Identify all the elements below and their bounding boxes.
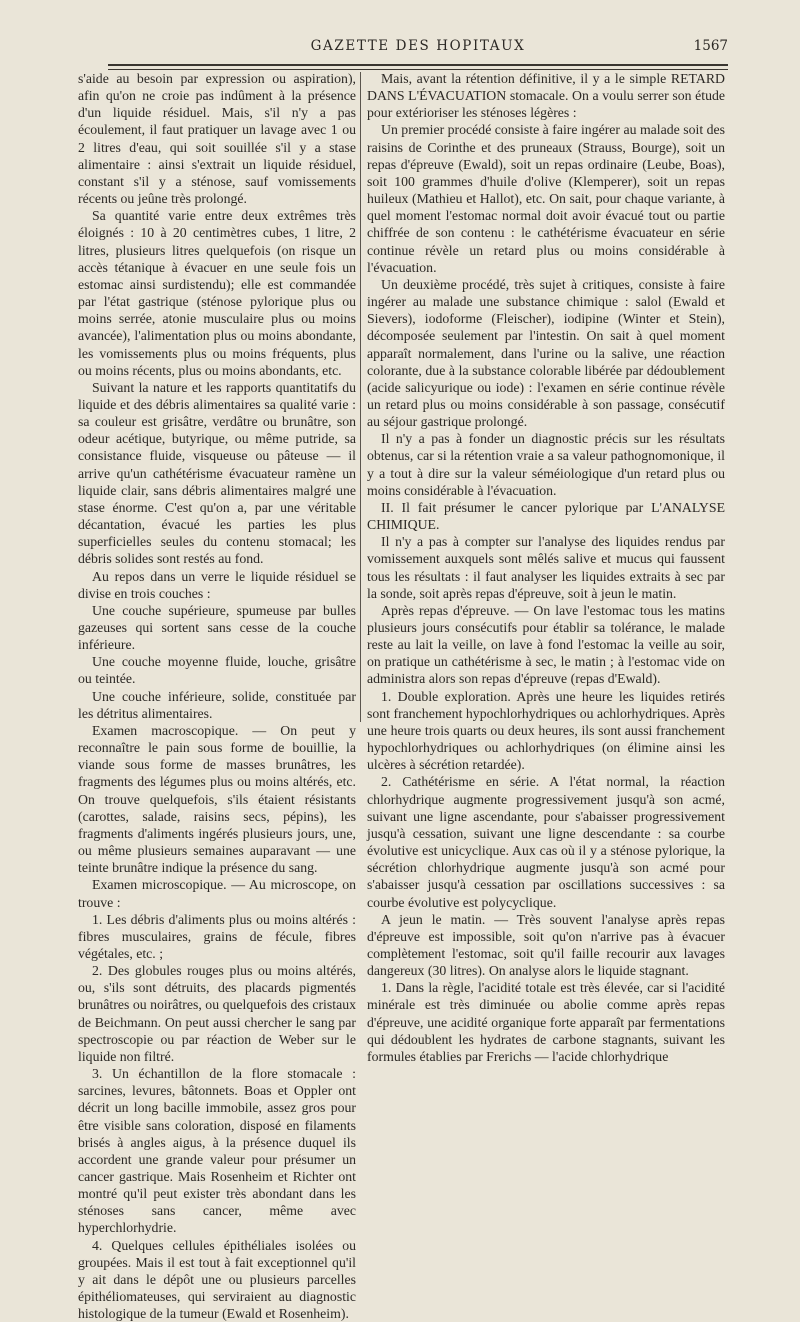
- paragraph: 1. Les débris d'aliments plus ou moins altérés : fibres musculaires, grains de fécule, fibres végétales, etc. ;: [78, 911, 356, 961]
- paragraph: Suivant la nature et les rapports quantitatifs du liquide et des débris alimentaires sa qualité varie : sa couleur est grisâtre, verdâtre ou brunâtre, son odeur acétique, butyrique, ou même putride, sa consistance fluide, visqueuse ou pâteuse — il arrive qu'un cathétérisme évacuateur ramène un liquide clair, sans débris alimentaires malgré une stase énorme. C'est qu'on a, par une véritable décantation, évacué les parties les plus superficielles seules du contenu stomacal; les débris solides sont restés au fond.: [78, 379, 356, 567]
- left-column: [78, 70, 356, 1322]
- paragraph: Après repas d'épreuve. — On lave l'estomac tous les matins plusieurs jours consécutifs pour établir sa tolérance, le malade reste au lait la veille, on lave à fond l'estomac la veille au soir, on pratique un cathétérisme à sec, le matin ; à l'estomac vide on administra alors son repas d'épreuve (repas d'Ewald).: [367, 602, 725, 687]
- paragraph: Une couche moyenne fluide, louche, grisâtre ou teintée.: [78, 654, 356, 687]
- paragraph: Un deuxième procédé, très sujet à critiques, consiste à faire ingérer au malade une substance chimique : salol (Ewald et Sievers), iodoforme (Fleischer), iodipine (Winter et Stein), décomposée seulement par l'intestin. On sait à quel moment apparaît normalement, dans l'urine ou la salive, une réaction colorante, due à la substance colorable libérée par dédoublement (acide salicyurique ou iode) : l'examen en série continue révèle un retard plus ou moins considérable à son passage, consécutif au séjour gastrique prolongé.: [367, 276, 725, 430]
- page-header: [108, 36, 728, 60]
- paragraph: 2. Des globules rouges plus ou moins altérés, ou, s'ils sont détruits, des placards pigmentés brunâtres ou noirâtres, ou quelquefois des cristaux de Beichmann. On peut aussi chercher le sang par spectroscopie ou par réaction de Weber sur le liquide non filtré.: [78, 963, 356, 1064]
- journal-title: GAZETTE DES HOPITAUX: [310, 38, 526, 54]
- paragraph: Examen microscopique. — Au microscope, on trouve :: [78, 877, 356, 910]
- paragraph: Sa quantité varie entre deux extrêmes très éloignés : 10 à 20 centimètres cubes, 1 litre, 2 litres, plusieurs litres quelquefois (on risque un accès tétanique à évacuer en une seule fois un estomac ainsi surdistendu); elle est commandée par l'état gastrique (sténose pylorique plus ou moins serrée, atonie musculaire plus ou moins avancée), l'alimentation plus ou moins abondante, les vomissements plus ou moins fréquents, plus ou moins récents, plus ou moins abondants, etc.: [78, 208, 356, 378]
- paragraph: Examen macroscopique. — On peut y reconnaître le pain sous forme de bouillie, la viande sous forme de masses brunâtres, les fragments des légumes plus ou moins altérés, etc. On trouve quelquefois, s'ils étaient résistants (carottes, salade, raisins secs, pépins), les fragments d'aliments ingérés plusieurs jours, une, ou même plusieurs semaines auparavant — une teinte brunâtre indique la présence du sang.: [78, 722, 356, 876]
- right-column: [367, 70, 725, 1065]
- paragraph: Une couche inférieure, solide, constituée par les détritus alimentaires.: [78, 688, 356, 721]
- paragraph: II. Il fait présumer le cancer pylorique par L'ANALYSE CHIMIQUE.: [367, 499, 725, 533]
- paragraph: Une couche supérieure, spumeuse par bulles gazeuses qui sortent sans cesse de la couche inférieure.: [78, 602, 356, 653]
- paragraph: s'aide au besoin par expression ou aspiration), afin qu'on ne croie pas indûment à la présence d'un liquide résiduel. Mais, s'il n'y a pas écoulement, il faut pratiquer un lavage avec 1 ou 2 litres d'eau, qui soit souillée s'il y a stase alimentaire : ainsi s'extrait un liquide résiduel, constant s'il y a sténose, sauf vomissements récents ou jeûne très prolongé.: [78, 71, 356, 207]
- paragraph: Mais, avant la rétention définitive, il y a le simple RETARD DANS L'ÉVACUATION stomacale. On a voulu serrer son étude pour extérioriser les sténoses légères :: [367, 71, 725, 121]
- paragraph: 4. Quelques cellules épithéliales isolées ou groupées. Mais il est tout à fait exceptionnel qu'il y ait dans le dépôt une ou plusieurs parcelles épithéliomateuses, qui serviraient au diagnostic histologique de la tumeur (Ewald et Rosenheim).: [78, 1237, 356, 1322]
- paragraph: 1. Dans la règle, l'acidité totale est très élevée, car si l'acidité minérale est très diminuée ou abolie comme après repas d'épreuve, une acidité organique forte apparaît par fermentations qui dédoublent les hydrates de carbone stagnants, suivant les formules établies par Frerichs — l'acide chlorhydrique: [367, 980, 725, 1064]
- page-number: 1567: [693, 38, 728, 54]
- paragraph: Au repos dans un verre le liquide résiduel se divise en trois couches :: [78, 568, 356, 601]
- column-divider: [360, 72, 361, 722]
- paragraph: 1. Double exploration. Après une heure les liquides retirés sont franchement hypochlorhydriques ou achlorhydriques. Après une heure trois quarts ou deux heures, ils sont aussi franchement hypochlorhydriques ou achlorhydriques (on élimine ainsi les ulcères à sécrétion retardée).: [367, 688, 725, 773]
- paragraph: Un premier procédé consiste à faire ingérer au malade soit des raisins de Corinthe et des pruneaux (Strauss, Bourge), soit un repas d'épreuve (Ewald), soit un repas ordinaire (Leube, Boas), soit 100 grammes d'huile d'olive (Klemperer), soit un repas huileux (Mathieu et Hallot), etc. On sait, pour chaque variante, à quel moment l'estomac normal doit avoir évacué tout ou partie chiffrée de son contenu : le cathétérisme évacuateur en série continue révèle un retard plus ou moins considérable à l'évacuation.: [367, 122, 726, 275]
- paragraph: A jeun le matin. — Très souvent l'analyse après repas d'épreuve est impossible, soit qu'on n'arrive pas à évacuer complètement l'estomac, soit qu'il faille recourir aux lavages dangereux (30 litres). On analyse alors le liquide stagnant.: [367, 911, 725, 979]
- paragraph: Il n'y a pas à fonder un diagnostic précis sur les résultats obtenus, car si la rétention vraie a sa valeur pathognomonique, il y a tout à dire sur la valeur séméiologique d'un retard plus ou moins considérable à l'évacuation.: [367, 431, 725, 498]
- paragraph: 2. Cathétérisme en série. A l'état normal, la réaction chlorhydrique augmente progressivement jusqu'à son acmé, suivant une ligne ascendante, pour s'abaisser progressivement jusqu'à cessation, suivant une ligne descendante : sa courbe évolutive est unicyclique. Aux cas où il y a sténose pylorique, la sécrétion chlorhydrique augmente jusqu'à son acmé pour s'abaisser jusqu'à cessation par oscillations successives : sa courbe évolutive est polycyclique.: [367, 774, 725, 910]
- paragraph: 3. Un échantillon de la flore stomacale : sarcines, levures, bâtonnets. Boas et Oppler ont décrit un long bacille immobile, assez gros pour être visible sans coloration, disposé en filaments brisés à angles aigus, à la présence duquel ils accordent une grande valeur pour présumer un cancer gastrique. Mais Rosenheim et Richter ont montré qu'il peut exister très abondant dans les sténoses sans cancer, même avec hyperchlorhydrie.: [78, 1066, 356, 1236]
- paragraph: Il n'y a pas à compter sur l'analyse des liquides rendus par vomissement auxquels sont mêlés salive et mucus qui faussent tous les résultats : il faut analyser les liquides extraits à sec par la sonde, soit après repas d'épreuve, soit à jeun le matin.: [367, 534, 725, 601]
- header-rule-thick: [108, 64, 728, 66]
